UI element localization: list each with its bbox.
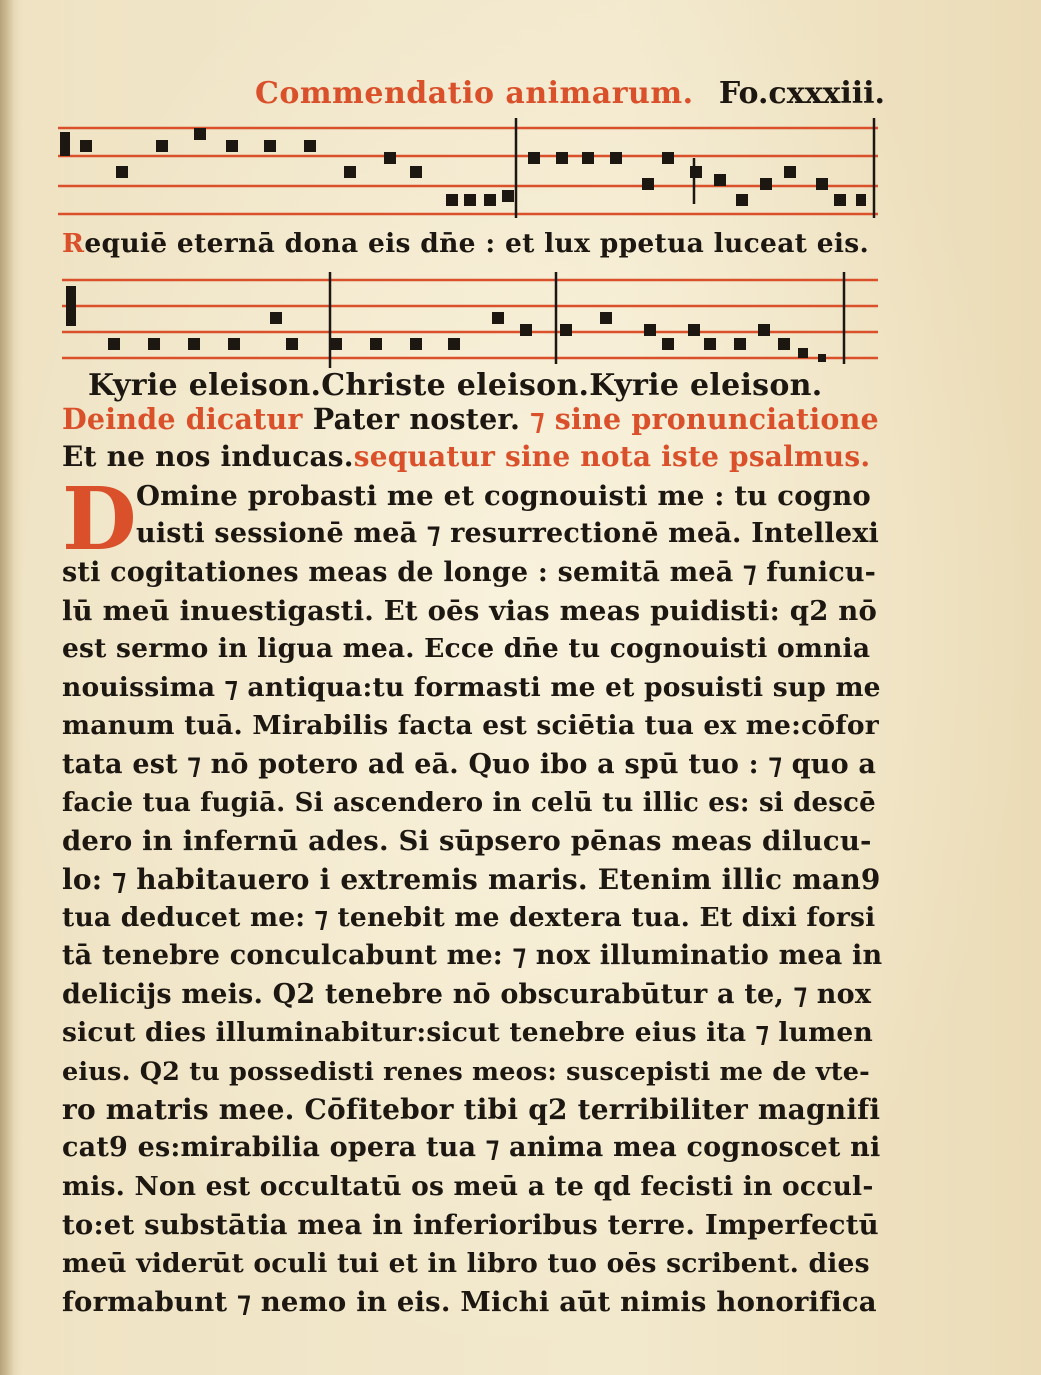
psalm-line: ro matris mee. Cōfitebor tibi q2 terribiliter magnifi bbox=[62, 1093, 881, 1127]
psalm-line: sicut dies illuminabitur:sicut tenebre eius ita ⁊ lumen bbox=[62, 1017, 873, 1049]
music-staff-1 bbox=[58, 118, 880, 222]
psalm-line: manum tuā. Mirabilis facta est sciētia tua ex me:cōfor bbox=[62, 710, 879, 742]
psalm-line: nouissima ⁊ antiqua:tu formasti me et posuisti sup me bbox=[62, 671, 881, 703]
rubric-line-2 bbox=[62, 438, 882, 476]
rubric-sequatur: sequatur sine nota iste psalmus. bbox=[353, 440, 871, 474]
folio-number: Fo.cxxxiii. bbox=[718, 76, 885, 111]
psalm-line: meū viderūt oculi tui et in libro tuo oēs scribent. dies bbox=[62, 1247, 870, 1279]
rubric-deinde: Deinde dicatur bbox=[62, 402, 303, 436]
psalm-line: eius. Q2 tu possedisti renes meos: suscepisti me de vte- bbox=[62, 1056, 870, 1087]
chant-text-1 bbox=[62, 228, 869, 259]
music-staff-2 bbox=[62, 272, 880, 368]
chant-text-2 bbox=[88, 368, 823, 403]
chant-initial-r: R bbox=[62, 228, 85, 259]
psalm-line: delicijs meis. Q2 tenebre nō obscurabūtur a te, ⁊ nox bbox=[62, 978, 872, 1010]
header-title: Commendatio animarum. bbox=[255, 76, 694, 111]
psalm-line: formabunt ⁊ nemo in eis. Michi aūt nimis honorifica bbox=[62, 1285, 877, 1318]
page-gutter-shadow bbox=[0, 0, 14, 1375]
psalm-line: to:et substātia mea in inferioribus terre. Imperfectū bbox=[62, 1209, 879, 1242]
chant-lyric-1: equiē eternā dona eis dn̄e : et lux ppetua luceat eis. bbox=[84, 228, 869, 259]
psalm-line: sti cogitationes meas de longe : semitā meā ⁊ funicu- bbox=[62, 556, 877, 588]
psalm-line: lū meū inuestigasti. Et oēs vias meas puidisti: q2 nō bbox=[62, 594, 878, 627]
psalm-line: lo: ⁊ habitauero i extremis maris. Etenim illic man9 bbox=[62, 862, 881, 896]
psalm-line: uisti sessionē meā ⁊ resurrectionē meā. Intellexi bbox=[136, 518, 879, 550]
rubric-sine-pronunciatione: ⁊ sine pronunciatione bbox=[530, 402, 879, 436]
psalm-line: tua deducet me: ⁊ tenebit me dextera tua. Et dixi forsi bbox=[62, 902, 876, 934]
psalm-line: tā tenebre conculcabunt me: ⁊ nox illuminatio mea in bbox=[62, 940, 883, 972]
psalm-line: cat9 es:mirabilia opera tua ⁊ anima mea cognoscet ni bbox=[62, 1132, 881, 1164]
rubric-line-1 bbox=[62, 400, 882, 438]
psalm-line: dero in infernū ades. Si sūpsero pēnas meas dilucu- bbox=[62, 825, 872, 858]
psalm-line: tata est ⁊ nō potero ad eā. Quo ibo a spū tuo : ⁊ quo a bbox=[62, 748, 877, 780]
text-block bbox=[62, 400, 882, 1321]
psalm-line: mis. Non est occultatū os meū a te qd fecisti in occul- bbox=[62, 1170, 874, 1202]
psalm-initial-d: D bbox=[62, 469, 137, 570]
psalm-line: est sermo in ligua mea. Ecce dn̄e tu cognouisti omnia bbox=[62, 633, 871, 665]
psalm-line: facie tua fugiā. Si ascendero in celū tu illic es: si descē bbox=[62, 787, 876, 818]
chant-lyric-2: Kyrie eleison.Christe eleison.Kyrie eleison. bbox=[88, 368, 823, 403]
rubric-et-ne-nos: Et ne nos inducas. bbox=[62, 440, 354, 474]
running-header bbox=[255, 76, 885, 116]
psalm-line: Omine probasti me et cognouisti me : tu cogno bbox=[136, 479, 871, 512]
rubric-pater-noster: Pater noster. bbox=[302, 402, 521, 436]
